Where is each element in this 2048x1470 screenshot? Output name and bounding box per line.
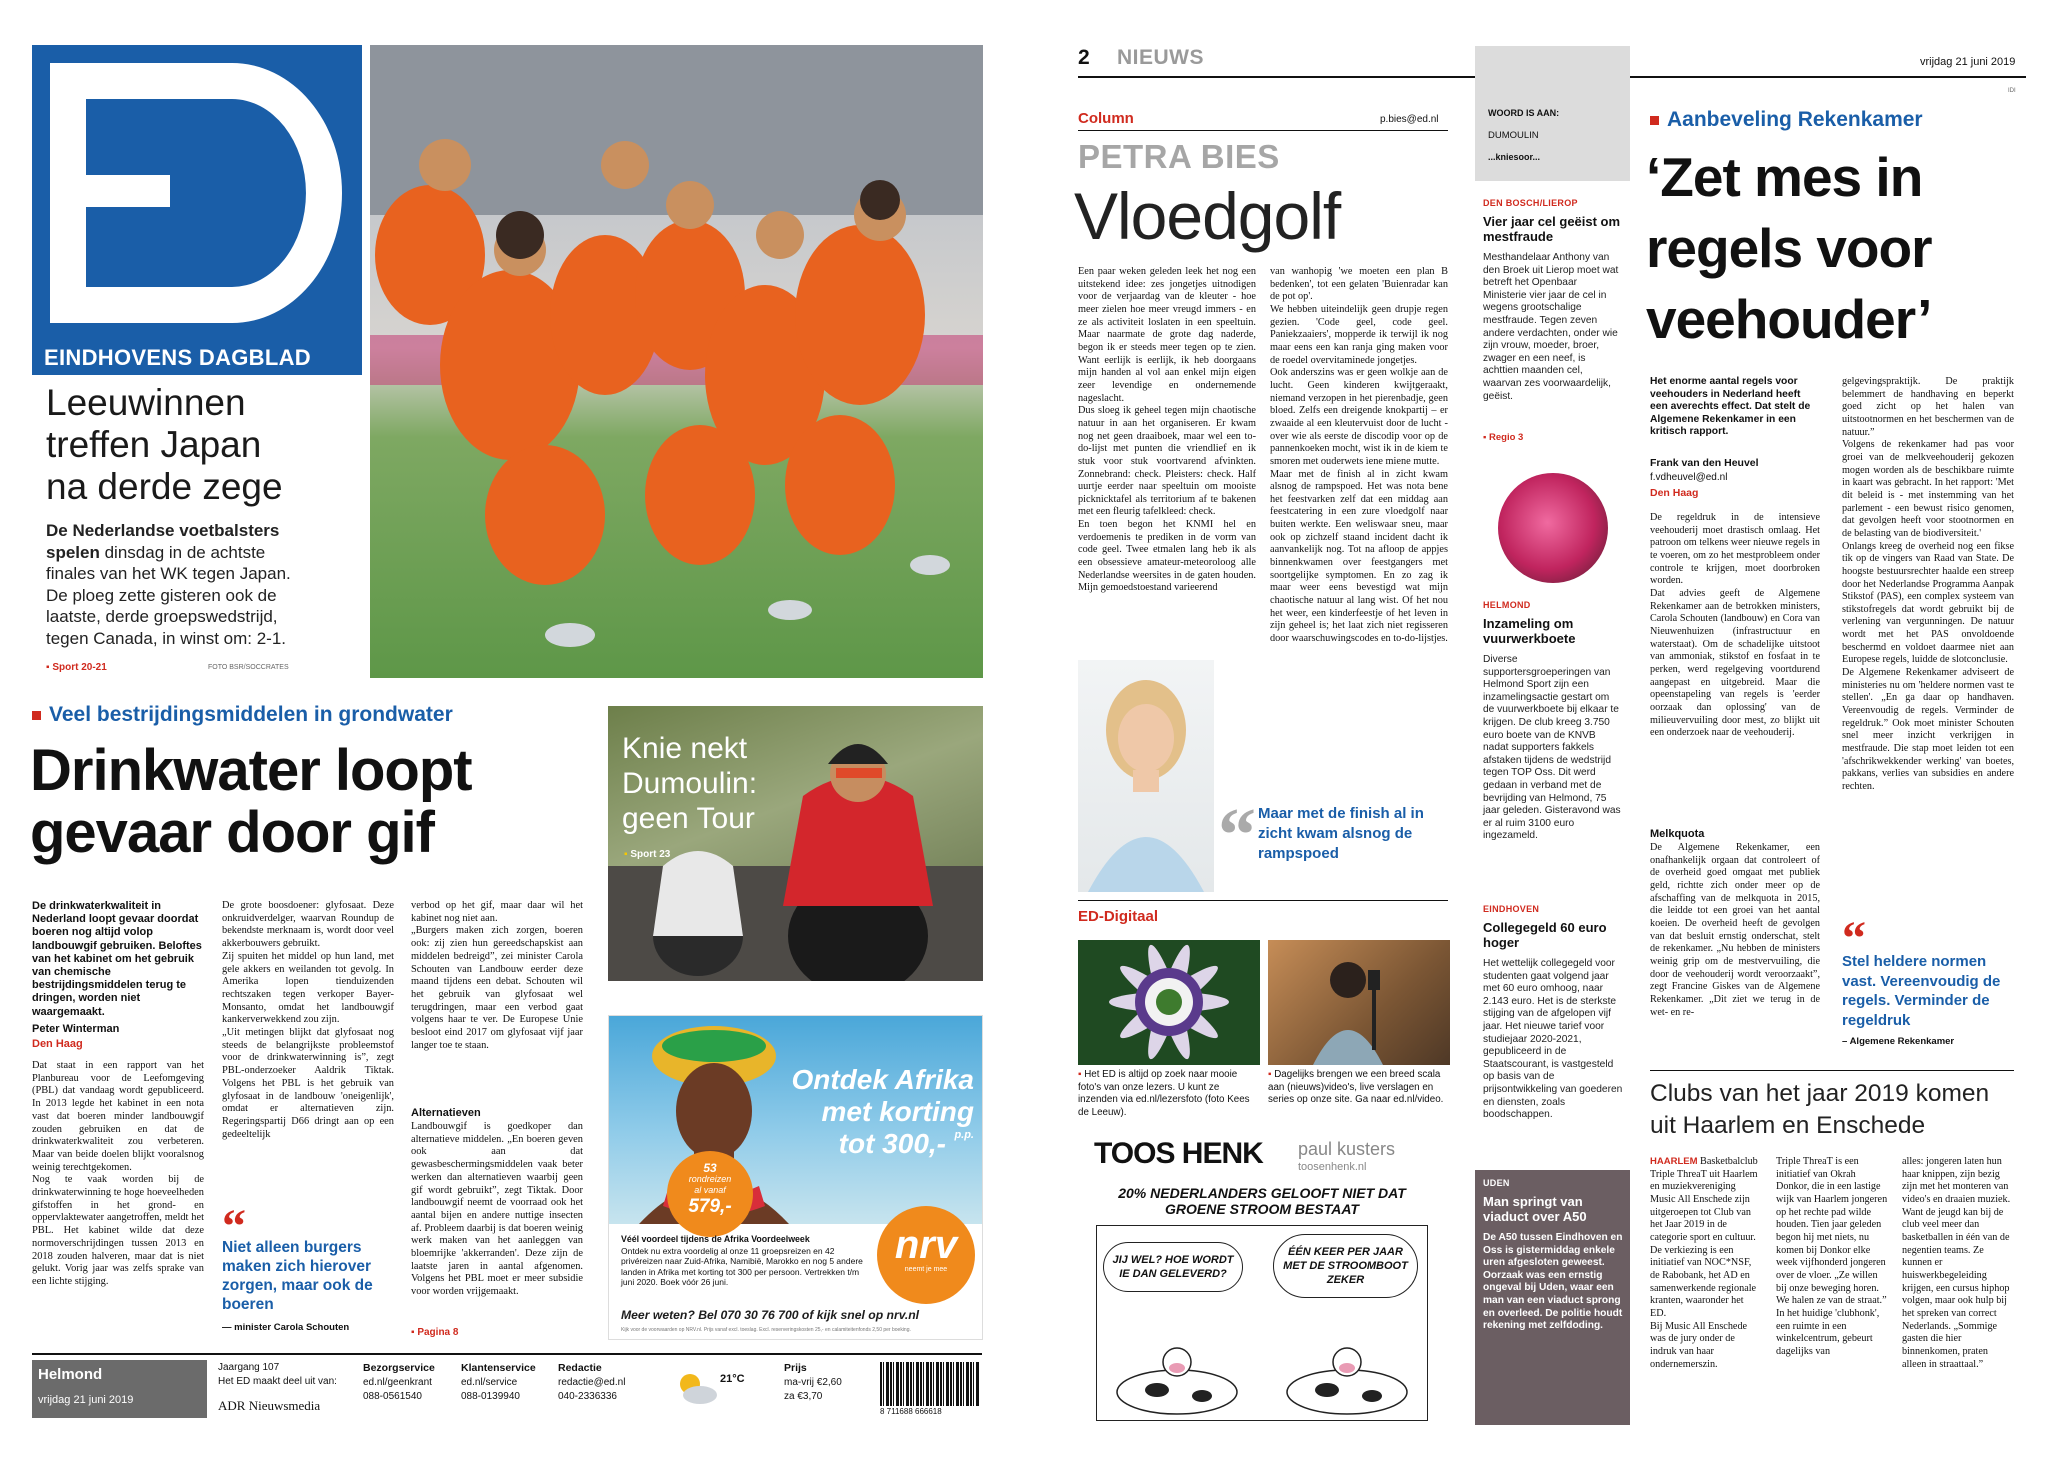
digitaal-caption1-text: Het ED is altijd op zoek naar mooie foto's van onze lezers. U kunt ze inzenden via ed.nl/lezersfoto (foto Kees de Leeuw). [1078, 1069, 1250, 1118]
comic-panel [1096, 1225, 1428, 1421]
s4-text: De A50 tussen Eindhoven en Oss is gistermiddag enkele uren afgesloten geweest. Oorzaak was een ernstig ongeval bij Uden, waar een man van een viaduct sprong en overleed. De politie houdt rekening met zelfdoding. [1483, 1232, 1623, 1332]
rk-place: Den Haag [1650, 487, 1699, 499]
rk-col2: gelgevingspraktijk. De praktijk belemmert de handhaving en beperkt goed zicht op het halen van uitstootnormen en het beschermen van de natuur.” Volgens de rekenkamer had pas voor groei van de melkveehouderij gekozen mogen worden als de beschikbare ruimte in kaart was gebracht. In het rapport: 'Met dit beleid is - met instemming van het parlement - een bewust risico genomen, dat gevolgen heeft voor stootnormen en de belasting van de biodiversiteit.' Onlangs kreeg de overheid nog een fikse tik op de vingers van Raad van State. De hoogste bestuursrechter haalde een streep door het Nederlandse Programma Aanpak Stikstof (PAS), een complex systeem van stikstofregels dat wordt gebruikt bij de verlening van vergunningen. De natuur wordt met het PAS onvoldoende beschermd en voldoet daarmee niet aan Europese regels, luidde de slotconclusie. De Algemene Rekenkamer adviseert de ministeries nu om 'heldere normen vast te stellen'. „En ga daar op handhaven. Vereenvoudig de regels. Verminder de regeldruk.” Ook moet minister Schouten snel meer inzicht verkrijgen in mestfraude. Die stap moet leiden tot een 'afschrikwekkender werking' van boetes, pakkans, verlies van subsidies en andere rechten. [1842, 376, 2014, 792]
rk-quote-source: – Algemene Rekenkamer [1842, 1036, 1955, 1047]
clubs-rule [1650, 1070, 2014, 1071]
rk-kicker-text: Aanbeveling Rekenkamer [1667, 108, 1923, 131]
column-quote-mark: “ [1218, 793, 1256, 877]
quote-mark: “ [222, 1200, 246, 1253]
comic-url[interactable]: toosenhenk.nl [1298, 1161, 1367, 1173]
footer-date: vrijdag 21 juni 2019 [38, 1394, 134, 1406]
column-bottom-rule [1078, 900, 1448, 901]
kicker-dot [32, 711, 41, 720]
lead-ref[interactable]: ▪ Pagina 8 [411, 1327, 459, 1338]
ed-logo [32, 45, 362, 335]
rk-lead: Het enorme aantal regels voor veehouders in Nederland heeft een averechts effect. Dat stelt de Algemene Rekenkamer in een kritisch rapport. [1650, 376, 1811, 438]
promo-headline: Knie nekt Dumoulin: geen Tour [622, 732, 758, 835]
main-headline[interactable]: Leeuwinnen treffen Japan na derde zege [46, 382, 283, 507]
ad-fineprint: Kijk voor de voorwaarden op NRV.nl. Prijs vanaf excl. toeslag. Excl. reserveringskosten 25,- en calamiteitenfonds 2,50 per boeking. [621, 1327, 911, 1333]
footer-bar [32, 1353, 982, 1355]
lead-col1: Dat staat in een rapport van het Planbureau voor de Leefomgeving (PBL) dat vandaag wordt gepubliceerd. In 2013 legde het kabinet in een nota vast dat boeren minder landbouwgif zouden gebruiken en dat de drinkwaterkwaliteit zou verbeteren. Maar van beide doelen blijkt vooralsnog weinig terechtgekomen. Nog te vaak worden bij de drinkwaterwinning te hoge hoeveelheden gifstoffen in het grond- en oppervlaktewater aangetroffen, meldt het PBL. Het kabinet wilde dat deze normoverschrijdingen tussen 2013 en 2018 zouden halveren, maar dat is niet gelukt. Vorig jaar was zelfs sprake van een lichte stijging. [32, 1060, 204, 1287]
barcode-number: 8 711688 666618 [880, 1407, 942, 1416]
woord-quote: ...kniesoor... [1488, 152, 1541, 162]
promo-box[interactable] [608, 706, 983, 981]
rk-quote-mark: “ [1842, 912, 1866, 965]
lead-intro: De drinkwaterkwaliteit in Nederland loopt gevaar doordat boeren nog altijd volop landbouwgif gebruiken. Beloftes van het kabinet om het gebruik van chemische bestrijdingsmiddelen terug te dringen, worden niet waargemaakt. [32, 900, 202, 1018]
badge-price: 579,- [688, 1196, 732, 1217]
badge-line3: al vanaf [694, 1185, 726, 1195]
rk-kicker-dot [1650, 116, 1659, 125]
s1-ref[interactable]: ▪ Regio 3 [1483, 432, 1524, 443]
rk-headline[interactable]: ‘Zet mes in regels voor veehouder’ [1646, 146, 1932, 350]
main-intro-text: dinsdag in de achtste finales van het WK tegen Japan. De ploeg zette gisteren ook de laatste, derde groepswedstrijd, tegen Canada, in winst om: 2-1. [46, 542, 291, 648]
footer-klant-url[interactable]: ed.nl/service [461, 1377, 518, 1388]
footer-redactie-mail[interactable]: redactie@ed.nl [558, 1377, 626, 1388]
main-ref[interactable]: ▪ Sport 20-21 [46, 662, 107, 673]
footer-price-sat: za €3,70 [784, 1391, 823, 1402]
main-intro [46, 520, 308, 649]
lead-ref-text: Pagina 8 [417, 1327, 459, 1338]
rk-col1b: De Algemene Rekenkamer, een onafhankelijk orgaan dat controleert of de overheid goed omgaat met publiek geld, richtte zich onder meer op de afschaffing van de melkquota in 2015, die leidde tot een groei van het aantal koeien. De overheid heeft de gevolgen van dat besluit ernstig onderschat, stelt de rekenkamer. „Nu hebben de ministers weinig grip om de mestvervuiling, die door de veehouderij wordt veroorzaakt”, zegt Francine Giskes van de Algemene Rekenkamer. „Dit ziet we terug in de wet- en re- [1650, 842, 1820, 1018]
ad-line3: tot 300,- [838, 1128, 946, 1159]
footer-price-week: ma-vrij €2,60 [784, 1377, 842, 1388]
digitaal-photo1 [1078, 940, 1260, 1065]
s1-text: Mesthandelaar Anthony van den Broek uit Lierop moet wat betreft het Openbaar Ministerie vier jaar de cel in wegens grootschalige mestfraude. Tegen zeven andere verdachten, onder wie zijn vrouw, moeder, broer, zwager en een neef, is achttien maanden cel, waarvan zes voorwaardelijk, geëist. [1483, 252, 1619, 402]
digitaal-photo2 [1268, 940, 1450, 1065]
comic-logo: TOOS HENK [1094, 1137, 1263, 1170]
football-photo [370, 45, 983, 678]
bubble-1: JIJ WEL? HOE WORDT IE DAN GELEVERD? [1103, 1242, 1243, 1292]
footer-redactie-tel: 040-2336336 [558, 1391, 617, 1402]
s4-head[interactable]: Man springt van viaduct over A50 [1483, 1194, 1587, 1224]
footer-bezorg-url[interactable]: ed.nl/geenkrant [363, 1377, 432, 1388]
barcode [880, 1362, 980, 1406]
clubs-place: HAARLEM [1650, 1156, 1698, 1167]
masthead [32, 45, 362, 375]
ad-line2: met korting [821, 1096, 974, 1127]
main-ref-text: Sport 20-21 [52, 662, 107, 673]
main-intro-bold: De Nederlandse voetbalsters spelen [46, 521, 280, 562]
s1-head[interactable]: Vier jaar cel geëist om mestfraude [1483, 214, 1621, 244]
ad-pp: p.p. [954, 1129, 974, 1141]
lead-place: Den Haag [32, 1038, 83, 1050]
section-name: NIEUWS [1117, 46, 1204, 69]
s3-loc: EINDHOVEN [1483, 904, 1540, 914]
lead-kicker [32, 703, 453, 727]
columnist-photo [1078, 660, 1214, 892]
s2-text: Diverse supportersgroeperingen van Helmond Sport zijn een inzamelingsactie gestart om de vuurwerkboete bij elkaar te krijgen. De club kreeg 3.750 euro boete van de KNVB nadat supporters fakkels afstaken tijdens de wedstrijd tegen TOP Oss. Dit werd gedaan in verband met de bevrijding van Helmond, 75 jaar geleden. Gisteravond was er al ruim 3100 euro ingezameld. [1483, 654, 1621, 842]
rk-quote: Stel heldere normen vast. Vereenvoudig de regels. Verminder de regeldruk [1842, 953, 2001, 1029]
ad-body-bold: Véél voordeel tijdens de Afrika Voordeelweek [621, 1234, 810, 1244]
woord-name: DUMOULIN [1488, 130, 1539, 141]
lead-byline: Peter Winterman [32, 1023, 120, 1035]
nrv-tag: neemt je mee [904, 1266, 948, 1273]
header-code: IDI [2008, 88, 2016, 94]
column-label: Column [1078, 110, 1134, 127]
page-number: 2 [1078, 46, 1090, 69]
photo-credit: FOTO BSR/SOCCRATES [208, 664, 289, 671]
lead-col2: De grote boosdoener: glyfosaat. Deze onkruidverdelger, waarvan Roundup de bekendste merknaam is, wordt door veel akkerbouwers gebruikt. Zij spuiten het middel op hun land, met gele akkers en weilanden tot gevolg. In Amerika lopen tienduizenden rechtszaken tegen verkoper Bayer-Monsanto, omdat het landbouwgif kankerverwekkend zou zijn. „Uit metingen blijkt dat glyfosaat nog steeds de belangrijkste probleemstof voor de drinkwaterwinning is”, zegt PBL-onderzoeker Aaldrik Tiktak. Volgens het PBL is het gebruik van glyfosaat in de landbouw 'oneigenlijk', omdat er alternatieven zijn. Regeringspartij D66 dringt aan op een gedeeltelijk [222, 900, 394, 1140]
s2-head[interactable]: Inzameling om vuurwerkboete [1483, 616, 1576, 646]
nrv-ad[interactable] [608, 1015, 983, 1340]
s4-loc: UDEN [1483, 1178, 1510, 1188]
rk-col1: De regeldruk in de intensieve veehouderij moet drastisch omlaag. Het patroon om telkens weer nieuwe regels in te voeren, om zo het mestprobleem onder controle te krijgen, moet doorbroken worden. Dat advies geeft de Algemene Rekenkamer aan de betrokken ministers, Carola Schouten (landbouw) en Cora van Nieuwenhuizen (infrastructuur en waterstaat). Om de schadelijke uitstoot van ammoniak, stikstof en fosfaat in te perken, werd regelgeving voortdurend aangepast en uitgebreid. Maar die opeenstapeling van regels is 'eerder oorzaak dan oplossing' van de milieuvervuiling door mest, zo blijkt uit een onderzoek naar de veehouderij. [1650, 512, 1820, 739]
clubs-headline[interactable]: Clubs van het jaar 2019 komen uit Haarlem en Enschede [1650, 1080, 1990, 1139]
comic-caption: 20% NEDERLANDERS GELOOFT NIET DAT GROENE STROOM BESTAAT [1118, 1185, 1406, 1217]
footer-klant-tel: 088-0139940 [461, 1391, 520, 1402]
ad-line1: Ontdek Afrika [791, 1064, 974, 1095]
clubs-col1-text: Basketbalclub Triple ThreaT uit Haarlem en muziekvereniging Music All Enschede zijn uitgeroepen tot Club van het Jaar 2019 in de categorie sport en cultuur. De verkiezing is een initiatief van NOC*NSF, de Rabobank, het AD en samenwerkende regionale kranten, waaronder het ED. Bij Music All Enschede was de jury onder de indruk van haar ondernemerszin. [1650, 1156, 1758, 1370]
comic-author: paul kusters [1298, 1139, 1396, 1159]
clubs-col2: Triple ThreaT is een initiatief van Okrah Donkor, die in een lastige wijk van Haarlem jongeren op het rechte pad wilde houden. Tien jaar geleden begon hij met niets, nu komen bij Donkor elke week vijfhonderd jongeren over de vloer. „Ze willen bij onze beweging horen. We halen ze van de straat.” In het huidige 'clubhonk', een ruimte in een winkelcentrum, gebeurt dagelijks van [1776, 1156, 1888, 1357]
weather-icon [672, 1368, 720, 1408]
ad-badge [667, 1151, 753, 1237]
footer-partof: Het ED maakt deel uit van: [218, 1376, 337, 1387]
column-title: Vloedgolf [1074, 179, 1341, 253]
flower-illustration [1078, 940, 1260, 1065]
comic-strip [1092, 1137, 1432, 1423]
sidebar-photo [1498, 473, 1608, 583]
badge-line1: 53 [703, 1161, 717, 1175]
footer-edition: Helmond [38, 1366, 103, 1383]
masthead-name: EINDHOVENS DAGBLAD [44, 345, 311, 370]
nrv-brand: nrv [894, 1223, 958, 1267]
lead-quote: Niet alleen burgers maken zich hierover zorgen, maar ook de boeren [222, 1239, 373, 1313]
promo-ref-text: Sport 23 [630, 849, 671, 860]
rk-email[interactable]: f.vdheuvel@ed.nl [1650, 472, 1728, 483]
column-email[interactable]: p.bies@ed.nl [1380, 114, 1439, 125]
header-date: vrijdag 21 juni 2019 [1920, 56, 2016, 68]
digitaal-caption1: ▪ Het ED is altijd op zoek naar mooie foto's van onze lezers. U kunt ze inzenden via ed.nl/lezersfoto (foto Kees de Leeuw). [1078, 1069, 1250, 1118]
footer-bezorg-label: Bezorgservice [363, 1362, 435, 1374]
column-quote: Maar met de finish al in zicht kwam alsnog de rampspoed [1258, 805, 1424, 862]
s1-ref-text: Regio 3 [1489, 432, 1524, 443]
lead-kicker-text: Veel bestrijdingsmiddelen in grondwater [49, 703, 453, 726]
lead-quote-source: — minister Carola Schouten [222, 1322, 350, 1333]
footer-temp: 21°C [720, 1373, 745, 1385]
s2-loc: HELMOND [1483, 600, 1531, 610]
digitaal-caption2: ▪ Dagelijks brengen we een breed scala aan (nieuws)video's, live verslagen en series op onze site. Ga naar ed.nl/video. [1268, 1069, 1444, 1106]
column-col2: van wanhopig 'we moeten een plan B bedenken', tot een gelaten 'Buienradar kan de pot op'. We hebben uiteindelijk geen drupje regen gezien. 'Code geel, code geel. Paniekzaaiers', mopperde ik terwijl ik nog maar eens een kan ranja ging maken voor de roedel overvitaminede jongetjes. Ook anderszins was er geen wolkje aan de lucht. Geen kinderen kwijtgeraakt, niemand verzopen in het pierenbadje, geen bloed. Zelfs een dreigende knokpartij – er zwaaide al een kleutervuist door de lucht - over wie als eerste de discodip voor op de pannenkoeken mocht, wist ik in de kiem te smoren met ouderwets ìene miene mutte. Maar met de finish al in zicht kwam alsnog de rampspoed. Het was nota bene het feestvarken zelf dat een middag aan feestcatering in een zure vloedgolf naar buiten werkte. Een weliswaar sneu, maar ook op zichzelf staand incident dacht ik aanvankelijk nog. Tot na afloop de appjes binnenkwamen over feestgangers met soortgelijke symptomen. En zo zag ik maar weer eens bevestigd wat mijn chaotische natuur al lang wist. Of het nou het weer, een kinderfeestje of het leven in zijn geheel is; het laat zich niet regisseren door waarschuwingscodes en to-do-lijstjes. [1270, 266, 1448, 645]
bubble-2: ÉÉN KEER PER JAAR MET DE STROOMBOOT ZEKER [1273, 1234, 1418, 1298]
cows-illustration [1097, 1322, 1429, 1422]
footer-jaargang: Jaargang 107 [218, 1362, 280, 1373]
lead-col3b: Landbouwgif is goedkoper dan alternatieve middelen. „En boeren geven ook aan dat gewasbeschermingsmiddelen vaak beter werken dan alternatieven waarbij geen gif wordt gebruikt”, zegt Tiktak. Door landbouwgif neemt de voorraad ook het aantal bijen en andere nuttige insecten af. Probleem daarbij is dat boeren weinig werk maken van het aanleggen van bloemrijke 'akkerranden'. Deze zijn de laatste jaren in aantal afgenomen. Volgens het PBL moet er meer subsidie voor worden vrijgemaakt. [411, 1121, 583, 1298]
ad-cta[interactable]: Meer weten? Bel 070 30 76 700 of kijk snel op nrv.nl [621, 1308, 920, 1322]
woord-label: WOORD IS AAN: [1488, 108, 1560, 118]
column-author: PETRA BIES [1078, 138, 1280, 175]
publisher-logo: ADR Nieuwsmedia [218, 1398, 321, 1413]
column-col1: Een paar weken geleden leek het nog een uitstekend idee: zes jongetjes uitnodigen voor de verjaardag van de kleuter - hoe meer zielen hoe meer vreugd immers - en ze als activiteit loslaten in een speeltuin. Maar naarmate de grote dag naderde, begon ik er steeds meer tegen op te zien. Want eerlijk is eerlijk, ik heb doorgaans mijn handen al vol aan enkel mijn eigen zeer levendige en ondernemende nageslacht. Dus sloeg ik geheel tegen mijn chaotische natuur in aan het organiseren. Er kwam nog net geen draaiboek, maar wel een to-do-lijst met punten die vriendlief en ik stuk voor stuk voortvarend afvinkten. Zonnebrand: check. Pleisters: check. Half uurtje eerder naar speeltuin om mooiste picknicktafel als territorium af te bakenen met een fleurig tafelkleed: check. En toen begon het KNMI hel en verdoemenis te prediken in de vorm van code geel. Twee etmalen lang heb ik als een obsessieve amateur-meteoroloog alle Nederlandse weersites in de gaten houden. Mijn gemoedstoestand varieerend [1078, 266, 1256, 594]
rk-subhead: Melkquota [1650, 828, 1705, 840]
digitaal-caption2-text: Dagelijks brengen we een breed scala aan (nieuws)video's, live verslagen en series op onze site. Ga naar ed.nl/video. [1268, 1069, 1444, 1106]
s3-head[interactable]: Collegegeld 60 euro hoger [1483, 920, 1607, 950]
promo-ref: ▪ Sport 23 [624, 849, 671, 860]
s3-text: Het wettelijk collegegeld voor studenten gaat volgend jaar met 60 euro omhoog, naar 2.143 euro. Het is de sterkste stijging van de afgelopen vijf jaar. Het nieuwe tarief voor studiejaar 2020-2021, gepubliceerd in de Staatscourant, is vastgesteld op basis van de prijsontwikkeling van goederen en diensten, zoals boodschappen. [1483, 958, 1623, 1121]
lead-headline[interactable]: Drinkwater loopt gevaar door gif [30, 738, 472, 865]
nrv-logo [877, 1206, 975, 1304]
column-rule [1078, 130, 1448, 131]
footer-klant-label: Klantenservice [461, 1362, 536, 1374]
s1-loc: DEN BOSCH/LIEROP [1483, 198, 1578, 208]
footer-redactie-label: Redactie [558, 1362, 602, 1374]
clubs-col3: alles: jongeren laten hun haar knippen, zijn bezig zijn met het monteren van video's en draaien muziek. Want de jeugd kan bij de club veel meer dan basketballen in één van de negentien teams. Ze kunnen er huiswerkbegeleiding krijgen, een cursus hiphop volgen, maar ook hulp bij het spreken van correct Nederlands. „Sommige gasten die hier binnenkomen, praten alleen in straattaal.” [1902, 1156, 2011, 1370]
badge-line2: rondreizen [688, 1174, 732, 1184]
footer-price-label: Prijs [784, 1362, 807, 1374]
rk-kicker [1650, 108, 1923, 132]
lead-subhead: Alternatieven [411, 1107, 481, 1119]
ad-body: Ontdek nu extra voordelig al onze 11 groepsreizen en 42 privéreizen naar Zuid-Afrika, Namibië, Marokko en nog 5 andere landen in Afrika met korting tot 300 per persoon. Vertrekken t/m juni 2020. Boek vóór 26 juni. [621, 1246, 863, 1287]
digitaal-label: ED-Digitaal [1078, 908, 1159, 925]
players-illustration [370, 45, 983, 678]
footer-bezorg-tel: 088-0561540 [363, 1391, 422, 1402]
columnist-illustration [1078, 660, 1214, 892]
lead-col3: verbod op het gif, maar daar wil het kabinet nog niet aan. „Burgers maken zich zorgen, boeren ook: zij zien hun gereedschapskist aan middelen bedreigd”, zei minister Carola Schouten van Landbouw eerder deze maand tijdens een debat. Schouten wil het gebruik van glyfosaat wel terugdringen, maar een verbod gaat volgens haar te ver. De Europese Unie besloot eind 2017 om glyfosaat vijf jaar langer toe te staan. [411, 900, 583, 1051]
clubs-col1 [1650, 1156, 1762, 1421]
video-illustration [1268, 940, 1450, 1065]
rk-byline: Frank van den Heuvel [1650, 457, 1759, 469]
